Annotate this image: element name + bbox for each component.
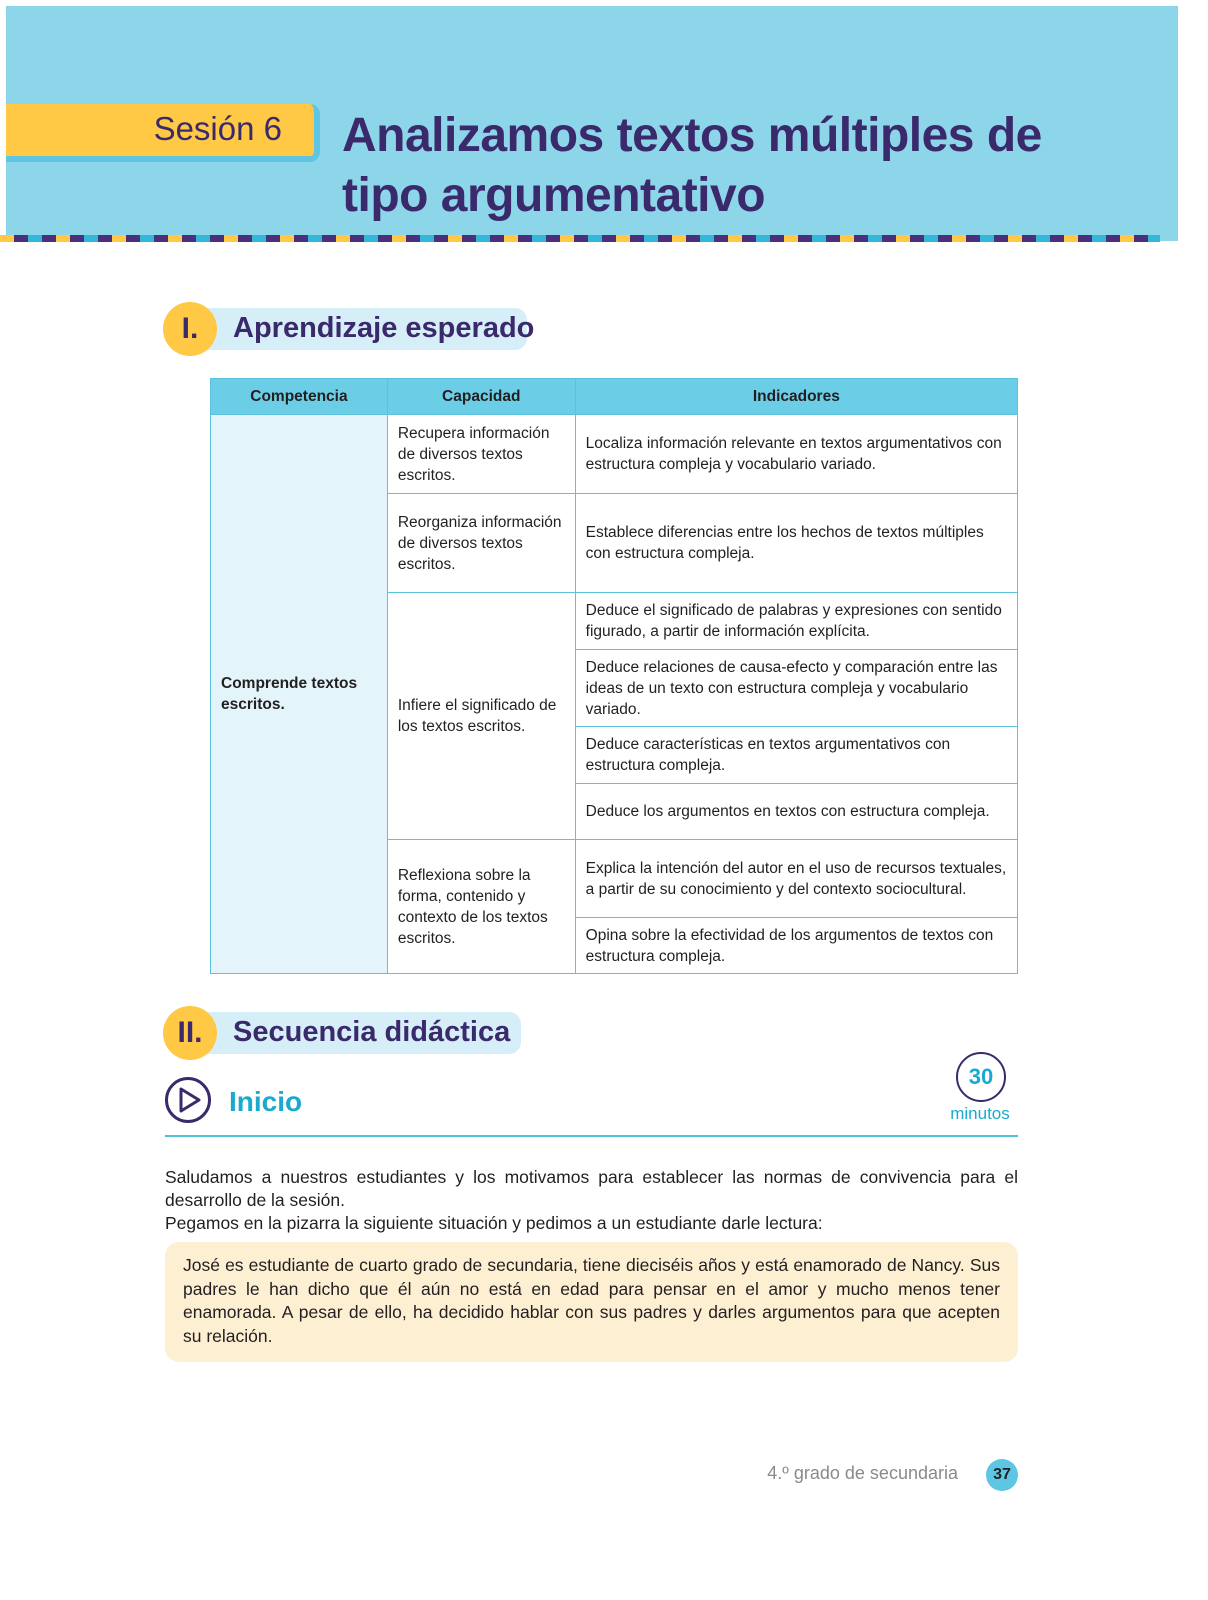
competencia-cell: Comprende textos escritos.	[211, 415, 388, 974]
indicador-cell: Deduce características en textos argumentativos con estructura compleja.	[575, 727, 1017, 784]
page-number: 37	[986, 1459, 1018, 1491]
section-pill	[193, 1012, 521, 1054]
section-heading-secuencia	[163, 1010, 523, 1056]
session-tab	[6, 104, 320, 162]
body-text	[165, 1166, 1018, 1235]
learning-table	[210, 378, 1018, 974]
indicador-cell: Establece diferencias entre los hechos de textos múltiples con estructura compleja.	[575, 494, 1017, 593]
inicio-heading: Inicio	[229, 1086, 303, 1117]
indicador-cell: Localiza información relevante en textos argumentativos con estructura compleja y vocabulario variado.	[575, 415, 1017, 494]
indicador-cell: Deduce los argumentos en textos con estructura compleja.	[575, 784, 1017, 840]
section-number-badge: I.	[163, 302, 217, 356]
timer-value: 30	[968, 1064, 994, 1089]
section-title: Aprendizaje esperado	[233, 312, 535, 344]
section-title: Secuencia didáctica	[233, 1016, 511, 1048]
indicador-cell: Explica la intención del autor en el uso de recursos textuales, a partir de su conocimiento y del contexto sociocultural.	[575, 840, 1017, 918]
timer-unit: minutos	[950, 1104, 1010, 1123]
capacidad-cell: Recupera información de diversos textos escritos.	[387, 415, 575, 494]
section-number-badge: II.	[163, 1006, 217, 1060]
page-title: Analizamos textos múltiples de tipo argumentativo	[342, 109, 1042, 222]
situation-box: José es estudiante de cuarto grado de secundaria, tiene dieciséis años y está enamorado de Nancy. Sus padres le han dicho que él aún no está en edad para pensar en el amor y mucho menos tener enamorada. A pesar de ello, ha decidido hablar con sus padres y darles argumentos para que acepten su relación.	[165, 1242, 1018, 1362]
timer-icon	[956, 1052, 1006, 1102]
paragraph: Saludamos a nuestros estudiantes y los motivamos para establecer las normas de convivencia para el desarrollo de la sesión.	[165, 1167, 1018, 1210]
indicador-cell: Deduce relaciones de causa-efecto y comparación entre las ideas de un texto con estructura compleja y vocabulario variado.	[575, 650, 1017, 727]
section-pill	[193, 308, 535, 350]
capacidad-cell: Infiere el significado de los textos escritos.	[387, 593, 575, 840]
header-competencia: Competencia	[211, 379, 388, 415]
header-indicadores: Indicadores	[575, 379, 1017, 415]
indicador-cell: Opina sobre la efectividad de los argumentos de textos con estructura compleja.	[575, 918, 1017, 974]
capacidad-cell: Reorganiza información de diversos textos escritos.	[387, 494, 575, 593]
section-heading-aprendizaje	[163, 306, 535, 352]
footer-grade: 4.º grado de secundaria	[767, 1463, 958, 1483]
session-label: Sesión 6	[153, 110, 282, 147]
indicador-cell: Deduce el significado de palabras y expresiones con sentido figurado, a partir de información explícita.	[575, 593, 1017, 650]
decorative-stripe	[0, 235, 1160, 242]
divider	[165, 1135, 1018, 1137]
header-capacidad: Capacidad	[387, 379, 575, 415]
play-icon	[165, 1077, 211, 1123]
paragraph: Pegamos en la pizarra la siguiente situación y pedimos a un estudiante darle lectura:	[165, 1213, 823, 1233]
capacidad-cell: Reflexiona sobre la forma, contenido y contexto de los textos escritos.	[387, 840, 575, 974]
